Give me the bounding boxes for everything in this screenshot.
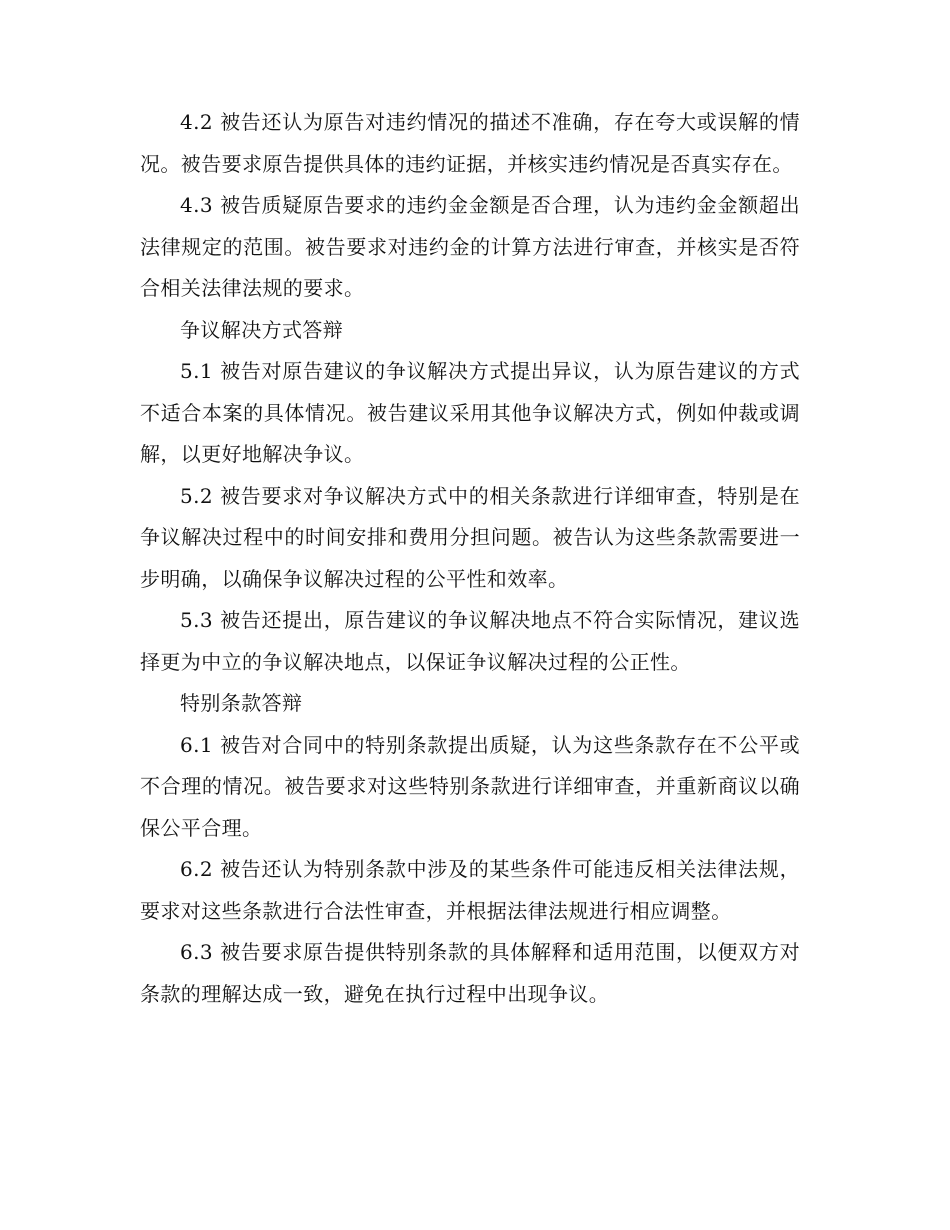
paragraph-5-2: 5.2 被告要求对争议解决方式中的相关条款进行详细审查，特别是在争议解决过程中的时间安排和费用分担问题。被告认为这些条款需要进一步明确，以确保争议解决过程的公平性和效率。 [140, 483, 800, 591]
paragraph-5-3: 5.3 被告还提出，原告建议的争议解决地点不符合实际情况，建议选择更为中立的争议解决地点，以保证争议解决过程的公正性。 [140, 608, 800, 674]
paragraph-4-3: 4.3 被告质疑原告要求的违约金金额是否合理，认为违约金金额超出法律规定的范围。被告要求对违约金的计算方法进行审查，并核实是否符合相关法律法规的要求。 [140, 193, 800, 300]
section-heading-special-clauses: 特别条款答辩 [180, 691, 303, 715]
paragraph-5-1: 5.1 被告对原告建议的争议解决方式提出异议，认为原告建议的方式不适合本案的具体情况。被告建议采用其他争议解决方式，例如仲裁或调解，以更好地解决争议。 [140, 359, 800, 466]
paragraph-6-1: 6.1 被告对合同中的特别条款提出质疑，认为这些条款存在不公平或不合理的情况。被告要求对这些特别条款进行详细审查，并重新商议以确保公平合理。 [140, 732, 800, 840]
paragraph-6-2: 6.2 被告还认为特别条款中涉及的某些条件可能违反相关法律法规，要求对这些条款进行合法性审查，并根据法律法规进行相应调整。 [140, 857, 800, 923]
paragraph-4-2: 4.2 被告还认为原告对违约情况的描述不准确，存在夸大或误解的情况。被告要求原告提供具体的违约证据，并核实违约情况是否真实存在。 [140, 110, 800, 176]
document-page [140, 102, 800, 1015]
paragraph-6-3: 6.3 被告要求原告提供特别条款的具体解释和适用范围，以便双方对条款的理解达成一致，避免在执行过程中出现争议。 [140, 940, 800, 1006]
section-heading-dispute-resolution: 争议解决方式答辩 [180, 317, 344, 342]
